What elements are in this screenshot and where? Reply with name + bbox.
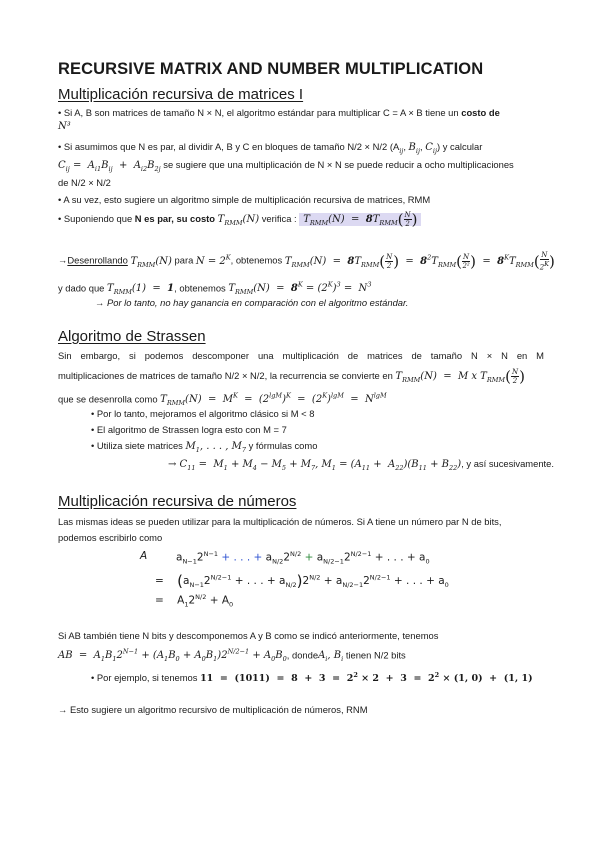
tienen-text: tienen N/2 bits: [345, 649, 406, 661]
strassen-bullet-improve: • Por lo tanto, mejoramos el algoritmo clásico si M < 8: [91, 408, 315, 419]
bullet-text: • Si A, B son matrices de tamaño N × N, el algoritmo estándar para multiplicar C = A × B tiene un: [58, 107, 459, 118]
numbers-para-line1: Las mismas ideas se pueden utilizar para la multiplicación de números. Si A tiene un número par N de bits,: [58, 516, 502, 527]
ab-intro: Si AB también tiene N bits y descomponemos A y B como se indicó anteriormente, tenemos: [58, 630, 439, 641]
bullet-rmm: • A su vez, esto sugiere un algoritmo simple de multiplicación recursiva de matrices, RMM: [58, 194, 431, 205]
conclusion-no-gain: → Por lo tanto, no hay ganancia en comparación con el algoritmo estándar.: [95, 297, 409, 308]
strassen-formula: → $C_{11} = M_1 + M_4 - M_5 + M_7$, $M_1 = (A_{11} + A_{22})(B_{11} + B_{22})$, y así sucesivamente.: [168, 458, 554, 472]
unroll-word: Desenrollando: [67, 254, 128, 266]
section-heading-numbers: Multiplicación recursiva de números: [58, 493, 297, 510]
bullet-blocks-line3: de N/2 × N/2: [58, 177, 111, 188]
formula-suffix: , y así sucesivamente.: [461, 458, 554, 469]
bullet-text: • Suponiendo que: [58, 213, 133, 224]
obtenemos-word: , obtenemos: [174, 282, 226, 294]
bullet-text-end: ) y calcular: [437, 141, 483, 152]
donde-word: , donde: [286, 649, 319, 661]
unroll-line: →Desenrollando $T_{RMM}(N)$ para $N = 2^K$, obtenemos $T_{RMM}(N) = 8T_{RMM}$( $\frac{N}{2}$ ) = $8^2T_{RMM}$( $\frac{N}{\text{2²}}$ ) = $8^KT_{RMM}$( $\frac{N}{2^K}$ ): [58, 251, 555, 272]
equation-line2: = ($a_{N-1}2^{N/2-1}$ + . . . + $a_{N/2})2^{N/2} + a_{N/2-1}2^{N/2-1}$ + . . . + $a_0$: [155, 572, 449, 590]
ab-formula-line: AB = $A_1B_12^{N-1} + (A_1B_0 + A_0B_1)2^{N/2-1} + A_0B_0$, dondeA$_i$, $B_i$ tienen N/2 bits: [58, 648, 406, 664]
section-heading-matrices: Multiplicación recursiva de matrices I: [58, 86, 304, 103]
bullet-standard-cost: [58, 107, 500, 119]
bullet-text: • Si asumimos que N es par, al dividir A, B y C en bloques de tamaño N/2 × N/2 (A: [58, 141, 400, 152]
final-note: → Esto sugiere un algoritmo recursivo de multiplicación de números, RNM: [58, 704, 368, 715]
strassen-bullet-m7: • El algoritmo de Strassen logra esto con M = 7: [91, 424, 287, 435]
bullet-blocks-line1: • Si asumimos que N es par, al dividir A, B y C en bloques de tamaño N/2 × N/2 ($A_{ij}$, $B_{ij}$, $C_{ij}$) y calcular: [58, 141, 483, 155]
dado-que: y dado que: [58, 282, 105, 294]
para-text: multiplicaciones de matrices de tamaño N/2 × N/2, la recurrencia se convierte en: [58, 370, 393, 381]
equation-line3: = $A_12^{N/2} + A_0$: [155, 593, 234, 609]
strassen-para-line2: multiplicaciones de matrices de tamaño N/2 × N/2, la recurrencia se convierte en $T_{RMM}(N) = M$ x $T_{RMM}$( $\frac{N}{2}$ ): [58, 367, 525, 386]
equation-line1-rhs: $a_{N-1}2^{N-1}$ + . . . + $a_{N/2}2^{N/2} + a_{N/2-1}2^{N/2-1}$ + . . . + $a_0$: [176, 550, 430, 566]
base-case-line: y dado que $T_{RMM}(1) = 1$, obtenemos $T_{RMM}(N) = 8^K = (2^K)^3 = N^3$: [58, 281, 372, 297]
arrow: →: [58, 254, 68, 266]
bullet-cost-recurrence: • Suponiendo que N es par, su costo $T_{RMM}(N)$ verifica : $T_{RMM}(N) = 8T_{RMM}$( $\frac{N}{2}$ ): [58, 211, 421, 229]
example-bullet: • Por ejemplo, si tenemos $11 = (1011) = 8 + 3 = 2^2 \times 2 + 3 = 2^2 \times (1$, 0) + (1, 1): [91, 671, 533, 685]
bullet-text: y fórmulas como: [248, 440, 318, 451]
obtenemos-word: , obtenemos: [230, 254, 283, 266]
strassen-bullet-seven-matrices: • Utiliza siete matrices $M_1$, . . . , $M_7$ y fórmulas como: [91, 440, 318, 454]
bullet-text-verifica: verifica :: [261, 213, 297, 224]
numbers-para-line2: podemos escribirlo como: [58, 532, 163, 543]
bullet-bold: N es par, su costo: [134, 213, 216, 224]
formula-n-cubed: N³: [58, 121, 71, 132]
bullet-bold: costo de: [461, 107, 500, 118]
strassen-para-line1: Sin embargo, si podemos descomponer una multiplicación de matrices de tamaño N × N en M: [58, 350, 544, 361]
bullet-blocks-line2: $C_{ij} = A_{i1}B_{ij} + A_{i2}B_{2j}$ se sugiere que una multiplicación de N × N se puede reducir a ocho multiplicaciones: [58, 159, 514, 173]
equation-line1: A: [140, 550, 148, 562]
bullet-text: • Utiliza siete matrices: [91, 440, 183, 451]
section-heading-strassen: Algoritmo de Strassen: [58, 328, 206, 345]
highlighted-recurrence: $T_{RMM}(N) = 8T_{RMM}$( $\frac{N}{2}$ ): [299, 213, 421, 226]
bullet-text: • Por ejemplo, si tenemos: [91, 672, 198, 684]
para-text: que se desenrolla como: [58, 393, 158, 405]
bullet-text: se sugiere que una multiplicación de N × N se puede reducir a ocho multiplicaciones: [163, 159, 514, 170]
para-word: para: [174, 254, 194, 266]
strassen-para-line3: que se desenrolla como $T_{RMM}(N) = M^K = (2^{lgM})^K = (2^K)^{lgM} = N^{lgM}$: [58, 392, 387, 408]
page-title: RECURSIVE MATRIX AND NUMBER MULTIPLICATION: [58, 60, 484, 78]
